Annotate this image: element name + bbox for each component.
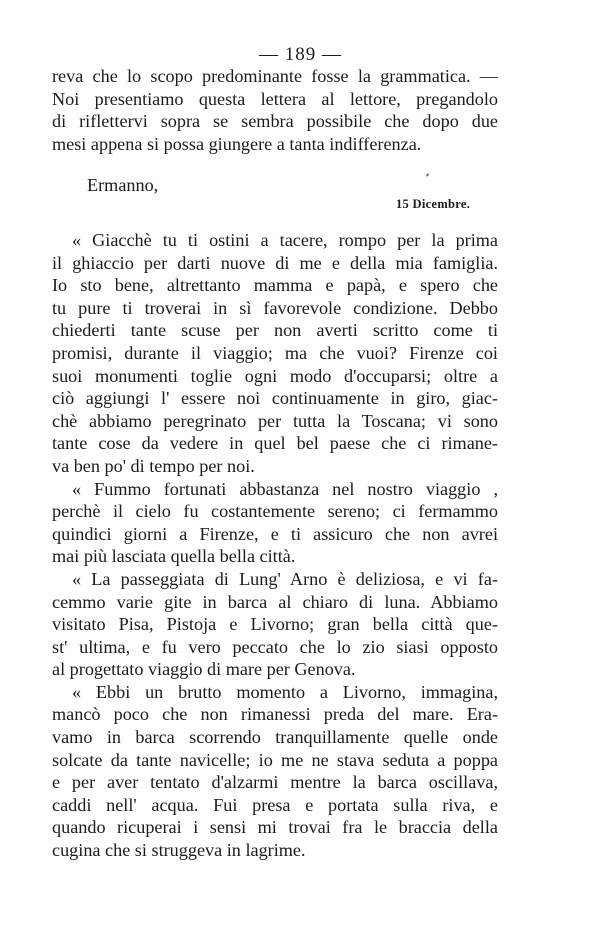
- text-line: caddi nell' acqua. Fui presa e portata sulla riva, e: [52, 794, 498, 815]
- letter-date: 15 Dicembre.: [396, 197, 471, 211]
- letter-salutation: Ermanno,: [87, 175, 159, 195]
- letter-body: [52, 229, 498, 862]
- text-line: chiederti tante scuse per non averti scritto come ti: [52, 320, 498, 341]
- text-line: va ben po' di tempo per noi.: [52, 455, 255, 476]
- text-line: Io sto bene, altrettanto mamma e papà, e spero che: [52, 275, 498, 296]
- text-line: e per aver tentato d'alzarmi mentre la barca oscillava,: [52, 772, 498, 793]
- text-line: cugina che si struggeva in lagrime.: [52, 840, 306, 861]
- text-line: reva che lo scopo predominante fosse la grammatica. —: [52, 66, 498, 86]
- text-line: solcate da tante navicelle; io me ne stava seduta a poppa: [52, 749, 498, 770]
- text-line: « La passeggiata di Lung' Arno è deliziosa, e vi fa-: [72, 568, 498, 589]
- text-line: tante cose da vedere in quel bel paese che ci rimane-: [52, 433, 498, 454]
- intro-paragraph: [52, 65, 498, 155]
- text-line: chè abbiamo peregrinato per tutta la Toscana; vi sono: [52, 410, 498, 431]
- text-line: quando ricuperai i sensi mi trovai fra le braccia della: [52, 817, 498, 838]
- text-line: quindici giorni a Firenze, e ti assicuro che non avrei: [52, 523, 498, 544]
- text-line: di riflettervi sopra se sembra possibile che dopo due: [52, 111, 498, 132]
- text-line: ciò aggiungi l' essere noi continuamente in giro, giac-: [52, 388, 498, 409]
- text-line: « Ebbi un brutto momento a Livorno, immagina,: [72, 681, 498, 702]
- text-line: il ghiaccio per darti nuove di me e della mia famiglia.: [52, 252, 498, 273]
- text-line: vamo in barca scorrendo tranquillamente quelle onde: [52, 727, 498, 748]
- text-line: mai più lasciata quella bella città.: [52, 546, 296, 567]
- text-line: visitato Pisa, Pistoja e Livorno; gran bella città que-: [52, 614, 498, 635]
- text-line: st' ultima, e fu vero peccato che lo zio siasi opposto: [52, 636, 498, 657]
- text-line: « Giacchè tu ti ostini a tacere, rompo per la prima: [72, 230, 498, 250]
- text-line: mesi appena si possa giungere a tanta indifferenza.: [52, 133, 422, 154]
- text-line: al progettato viaggio di mare per Genova.: [52, 659, 356, 680]
- text-line: cemmo varie gite in barca al chiaro di luna. Abbiamo: [52, 591, 498, 612]
- text-line: suoi monumenti toglie ogni modo d'occuparsi; oltre a: [52, 365, 498, 386]
- text-line: « Fummo fortunati abbastanza nel nostro viaggio ,: [72, 478, 498, 499]
- text-line: Noi presentiamo questa lettera al lettore, pregandolo: [52, 88, 498, 109]
- ink-speck: [426, 173, 430, 176]
- text-line: promisi, durante il viaggio; ma che vuoi? Firenze coi: [52, 342, 498, 363]
- text-line: tu pure ti troverai in sì favorevole condizione. Debbo: [52, 297, 498, 318]
- page-number: — 189 —: [259, 44, 342, 65]
- text-line: mancò poco che non rimanessi preda del mare. Era-: [52, 704, 498, 725]
- text-line: perchè il cielo fu costantemente sereno; ci fermammo: [52, 501, 498, 522]
